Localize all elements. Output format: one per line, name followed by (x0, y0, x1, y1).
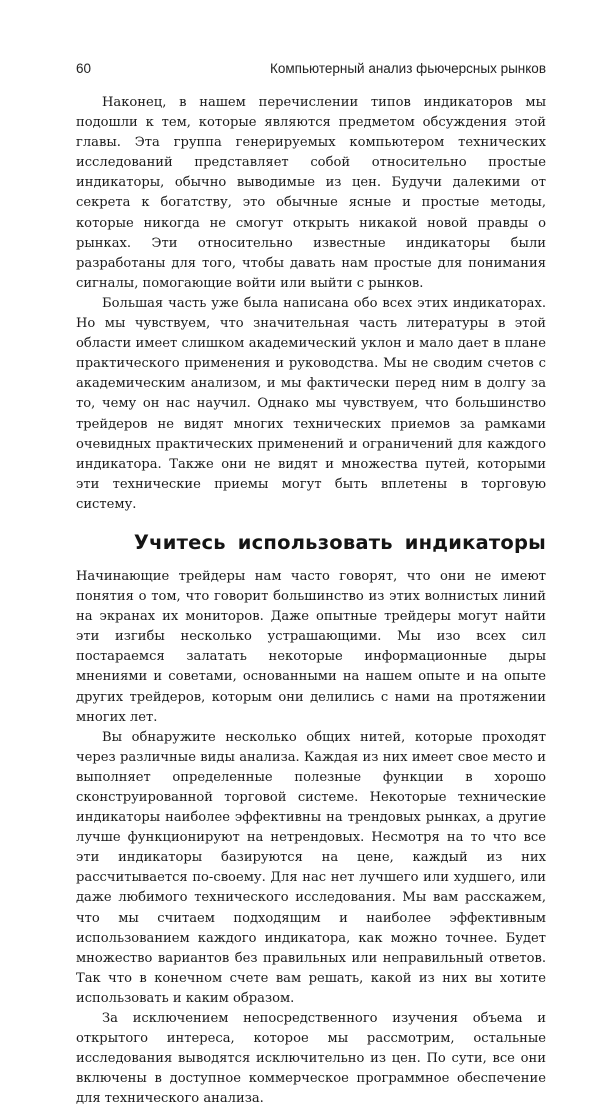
body-paragraph: Большая часть уже была написана обо всех этих индикаторах. Но мы чувствуем, что значительная часть литературы в этой области имеет слишком академический уклон и мало дает в плане практического применения и руководства. Мы не сводим счетов с академическим анализом, и мы фактически перед ним в долгу за то, чему он нас научил. Однако мы чувствуем, что большинство трейдеров не видят многих технических приемов за рамками очевидных практических применений и ограничений для каждого индикатора. Также они не видят и множества путей, которыми эти технические приемы могут быть вплетены в торговую систему. (76, 295, 546, 512)
body-paragraph: Начинающие трейдеры нам часто говорят, что они не имеют понятия о том, что говорит большинство из этих волнистых линий на экранах их мониторов. Даже опытные трейдеры могут найти эти изгибы несколько устрашающими. Мы изо всех сил постараемся залатать некоторые информационные дыры мнениями и советами, основанными на нашем опыте и на опыте других трейдеров, которым они делились с нами на протяжении многих лет. (76, 568, 546, 725)
body-paragraph: Вы обнаружите несколько общих нитей, которые проходят через различные виды анализа. Каждая из них имеет свое место и выполняет определенные полезные функции в хорошо сконструированной торговой системе. Некоторые технические индикаторы наиболее эффективны на трендовых рынках, а другие лучше функционируют на нетрендовых. Несмотря на то что все эти индикаторы базируются на цене, каждый из них рассчитывается по-своему. Для нас нет лучшего или худшего, или даже любимого технического исследования. Мы вам расскажем, что мы считаем подходящим и наиболее эффективным использованием каждого индикатора, как можно точнее. Будет множество вариантов без правильных или неправильный ответов. Так что в конечном счете вам решать, какой из них вы хотите использовать и каким образом. (76, 729, 546, 1006)
body-paragraph: За исключением непосредственного изучения объема и открытого интереса, которое мы рассмотрим, остальные исследования выводятся исключительно из цен. По сути, все они включены в доступное коммерческое программное обеспечение для технического анализа. (76, 1011, 546, 1107)
body-paragraph: Наконец, в нашем перечислении типов индикаторов мы подошли к тем, которые являются предметом обсуждения этой главы. Эта группа генерируемых компьютером технических исследований представляет собой относительно простые индикаторы, обычно выводимые из цен. Будучи далекими от секрета к богатству, это обычные ясные и простые методы, которые никогда не смогут открыть никакой новой правды о рынках. Эти относительно известные индикаторы были разработаны для того, чтобы давать нам простые для понимания сигналы, помогающие войти или выйти с рынков. (76, 95, 546, 291)
page-content (76, 93, 546, 1110)
running-header (76, 61, 546, 77)
page-number: 60 (76, 61, 92, 76)
running-title: Компьютерный анализ фьючерсных рынков (270, 61, 546, 76)
section-heading: Учитесь использовать индикаторы (133, 530, 546, 554)
